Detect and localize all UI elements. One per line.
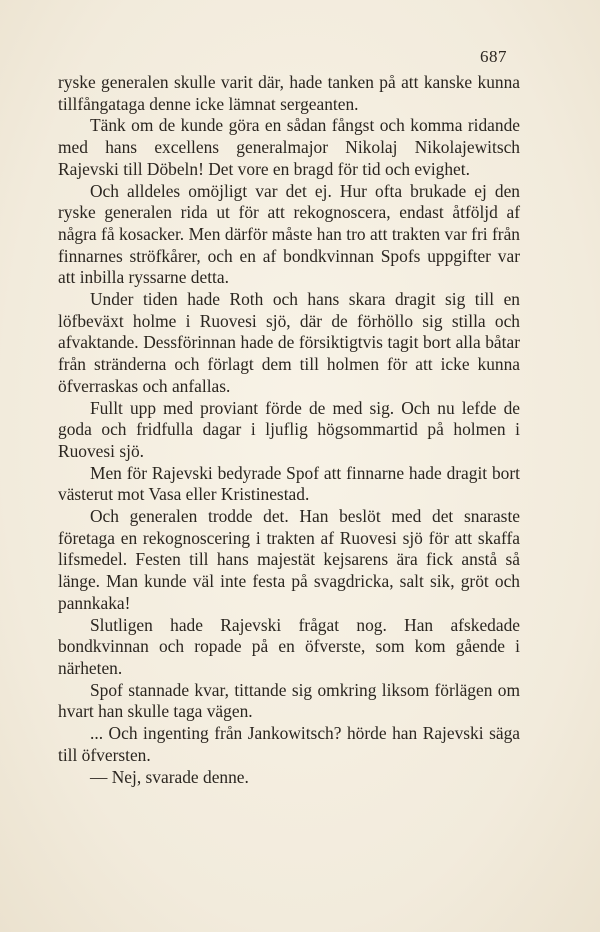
paragraph: Och generalen trodde det. Han beslöt med det snaraste företaga en rekognoscering i trakten af Ruovesi sjö för att skaffa lifsmedel. Festen till hans majestät kejsarens ära fick anstå så länge. Man kunde väl inte festa på svagdricka, salt sik, gröt och pannkaka! [58, 506, 520, 613]
paragraph: Fullt upp med proviant förde de med sig. Och nu lefde de goda och fridfulla dagar i ljuflig högsommartid på holmen i Ruovesi sjö. [58, 397, 520, 461]
paragraph: ... Och ingenting från Jankowitsch? hörde han Rajevski säga till öfversten. [58, 723, 520, 765]
paragraph: Spof stannade kvar, tittande sig omkring liksom förlägen om hvart han skulle taga vägen. [58, 679, 520, 722]
paragraph: Tänk om de kunde göra en sådan fångst och komma ridande med hans excellens generalmajor Nikolaj Nikolajewitsch Rajevski till Döbeln! Det vore en bragd för tid och evighet. [58, 115, 520, 179]
page-number: 687 [480, 47, 507, 66]
paragraph: Slutligen hade Rajevski frågat nog. Han afskedade bondkvinnan och ropade på en öfverste, som kom gående i närheten. [58, 614, 520, 678]
paragraph: — Nej, svarade denne. [90, 766, 249, 787]
paragraph: Men för Rajevski bedyrade Spof att finnarne hade dragit bort västerut mot Vasa eller Kristinestad. [58, 462, 520, 505]
paragraph: Och alldeles omöjligt var det ej. Hur ofta brukade ej den ryske generalen rida ut för att rekognoscera, endast åtföljd af några få kosacker. Men därför måste han tro att trakten var fri från finnarnes ströfkårer, och en af bondkvinnan Spofs uppgifter var att inbilla ryssarne detta. [58, 180, 520, 288]
body-text [58, 72, 520, 788]
paragraph: ryske generalen skulle varit där, hade tanken på att kanske kunna tillfångataga denne icke lämnat sergeanten. [58, 72, 520, 114]
paragraph: Under tiden hade Roth och hans skara dragit sig till en löfbeväxt holme i Ruovesi sjö, där de förhöllo sig stilla och afvaktande. Dessförinnan hade de försiktigtvis tagit bort alla båtar från stränderna och förlagt dem till holmen för att icke kunna öfverraskas och anfallas. [58, 289, 520, 396]
